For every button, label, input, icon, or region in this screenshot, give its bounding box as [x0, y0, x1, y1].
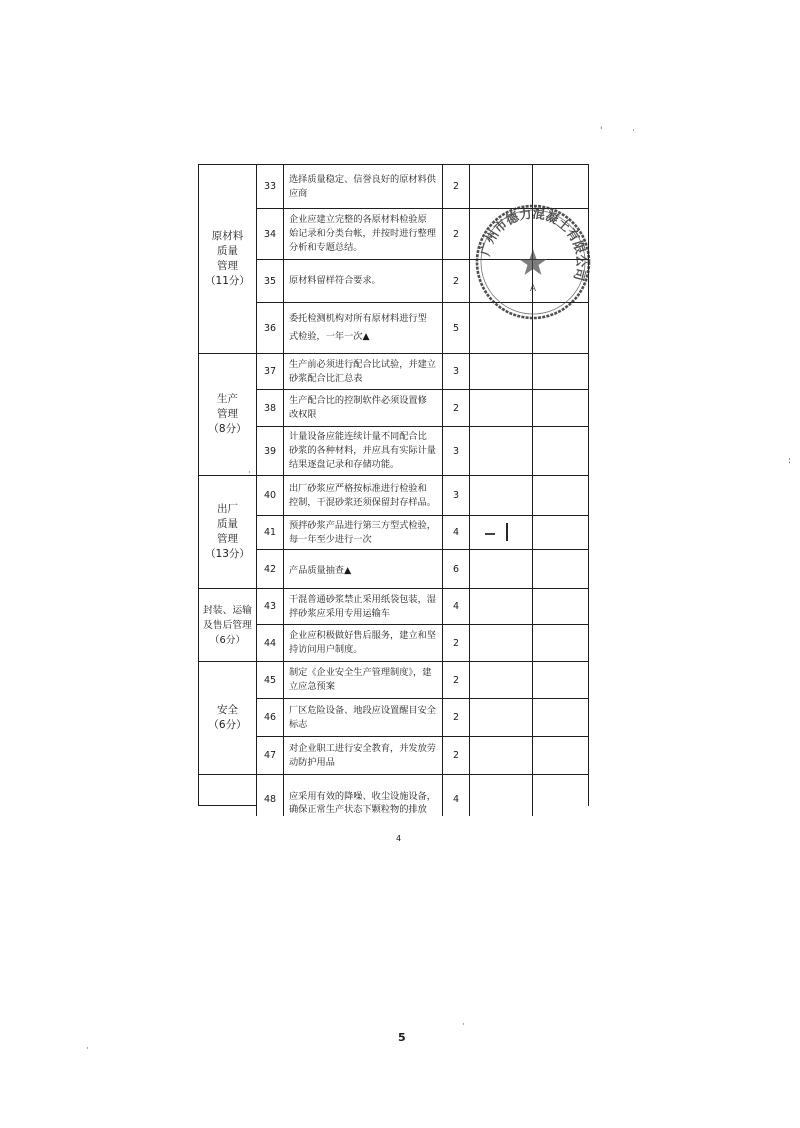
item-number: 43 — [263, 601, 277, 612]
scan-speck: ' — [600, 126, 603, 136]
item-description: 选择质量稳定、信誉良好的原材料供 应商 — [289, 173, 436, 199]
item-description: 预拌砂浆产品进行第三方型式检验， 每一年至少进行一次 — [289, 519, 436, 545]
group-line — [198, 774, 589, 775]
handwritten-deduction-text — [0, 0, 1, 1]
item-score: 2 — [452, 275, 460, 287]
item-description: 企业应积极做好售后服务，建立和坚 持访问用户制度。 — [289, 630, 436, 655]
item-description: 对企业职工进行安全教育，并发放劳 动防护用品 — [289, 742, 436, 768]
item-number: 41 — [263, 527, 277, 538]
item-score: 2 — [452, 674, 460, 686]
item-number: 39 — [263, 445, 277, 457]
item-number: 47 — [263, 750, 277, 761]
item-number: 40 — [263, 490, 277, 501]
item-description: 干混普通砂浆禁止采用纸袋包装，湿 拌砂浆应采用专用运输车 — [289, 593, 436, 619]
item-score: 2 — [452, 402, 460, 414]
item-description: 生产配合比的控制软件必须设置修 改权限 — [289, 395, 427, 420]
item-number: 35 — [263, 275, 277, 287]
scan-speck: · — [248, 468, 251, 478]
item-description: 产品质量抽查▲ — [289, 565, 352, 576]
inner-page-number: 4 — [396, 834, 402, 843]
item-number: 44 — [263, 637, 277, 649]
column-divider-score — [469, 164, 470, 816]
scan-speck: · — [462, 1020, 465, 1030]
category-outgoing-quality: 出厂 质量 管理 （13分） — [205, 503, 250, 560]
item-score: 3 — [452, 445, 460, 457]
svg-text:A: A — [529, 284, 537, 294]
category-safety: 安全 （6分） — [208, 704, 247, 731]
item-description: 计量设备应能连续计量不同配合比 砂浆的各种材料，并应具有实际计量 结果逐盘记录和存储功能。 — [289, 431, 436, 470]
scan-speck: · — [632, 126, 635, 136]
item-score: 4 — [452, 793, 460, 805]
item-number: 36 — [263, 322, 277, 334]
item-description: 企业应建立完整的各原材料检验原 始记录和分类台帐，并按时进行整理 分析和专题总结。 — [289, 214, 436, 253]
item-score: 2 — [452, 712, 460, 723]
item-score: 2 — [452, 181, 460, 192]
item-score: 3 — [452, 366, 460, 377]
handwritten-deduction-mark — [483, 519, 519, 545]
item-number: 37 — [263, 366, 277, 377]
item-number: 34 — [263, 228, 277, 240]
outer-page-number: 5 — [398, 1031, 406, 1044]
item-description: 生产前必须进行配合比试验，并建立 砂浆配合比汇总表 — [289, 358, 436, 384]
item-number: 38 — [263, 402, 277, 414]
item-score: 2 — [452, 750, 460, 761]
category-raw-materials: 原材料 质量 管理 （11分） — [205, 230, 250, 287]
item-score: 2 — [452, 637, 460, 649]
item-number: 33 — [263, 181, 277, 192]
item-number: 42 — [263, 563, 277, 575]
item-score: 6 — [452, 563, 460, 575]
category-production: 生产 管理 （8分） — [208, 393, 247, 435]
item-description: 委托检测机构对所有原材料进行型 式检验，一年一次▲ — [289, 313, 427, 342]
item-score: 4 — [452, 601, 460, 612]
item-number: 45 — [263, 674, 277, 686]
item-description: 厂区危险设备、地段应设置醒目安全 标志 — [289, 704, 436, 730]
item-number: 46 — [263, 712, 277, 723]
item-score: 3 — [452, 490, 460, 501]
item-description: 制定《企业安全生产管理制度》，建 立应急预案 — [289, 667, 432, 692]
category-next — [199, 775, 256, 805]
category-packaging-transport: 封装、运输 及售后管理 （6分） — [203, 604, 252, 646]
item-number: 48 — [263, 793, 277, 805]
item-score: 2 — [452, 228, 460, 240]
company-seal-icon — [472, 201, 594, 323]
item-score: 5 — [452, 322, 460, 334]
item-description: 出厂砂浆应严格按标准进行检验和 控制，干混砂浆还须保留封存样品。 — [289, 482, 436, 508]
table-border-bottom-partial — [198, 805, 256, 806]
item-description: 原材料留样符合要求。 — [289, 275, 381, 286]
item-score: 4 — [452, 527, 460, 538]
scan-speck: · — [86, 1044, 89, 1054]
item-description: 应采用有效的降噪、收尘设施设备， 确保正常生产状态下颗粒物的排放 — [289, 791, 436, 815]
scan-speck: : — [788, 456, 792, 466]
svg-text:广州市德力混凝土有限公司: 广州市德力混凝土有限公司 — [477, 205, 590, 283]
